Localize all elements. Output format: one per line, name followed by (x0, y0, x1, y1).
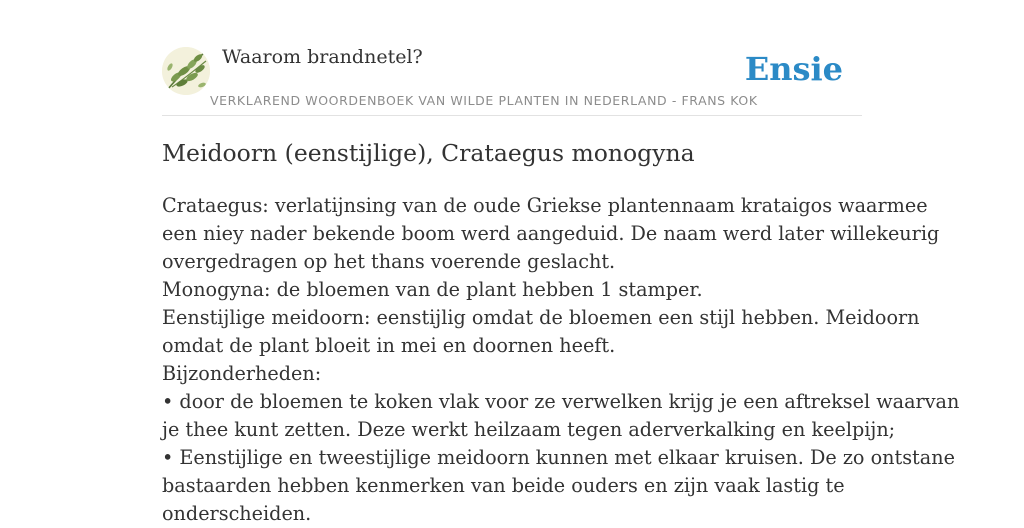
body-line: overgedragen op het thans voerende geslacht. (162, 250, 616, 273)
body-line: een niey nader bekende boom werd aangeduid. De naam werd later willekeurig (162, 222, 940, 245)
body-line: Monogyna: de bloemen van de plant hebben 1 stamper. (162, 278, 703, 301)
body-line: • door de bloemen te koken vlak voor ze verwelken krijg je een aftreksel waarvan (162, 390, 960, 413)
source-subtitle[interactable]: VERKLAREND WOORDENBOEK VAN WILDE PLANTEN IN NEDERLAND - FRANS KOK (210, 93, 758, 108)
body-line: onderscheiden. (162, 502, 312, 525)
header (162, 0, 862, 116)
body-line: bastaarden hebben kenmerken van beide ouders en zijn vaak lastig te (162, 474, 845, 497)
avatar[interactable] (162, 47, 210, 95)
body-line: omdat de plant bloeit in mei en doornen heeft. (162, 334, 616, 357)
divider (162, 115, 862, 116)
body-line: Eenstijlige meidoorn: eenstijlig omdat de bloemen een stijl hebben. Meidoorn (162, 306, 920, 329)
brand-logo[interactable]: Ensie (744, 50, 843, 88)
nettle-leaf-icon (162, 47, 210, 95)
body-line: Crataegus: verlatijnsing van de oude Griekse plantennaam krataigos waarmee (162, 194, 928, 217)
body-line: Bijzonderheden: (162, 362, 322, 385)
page-title[interactable]: Waarom brandnetel? (222, 46, 423, 68)
entry-body (162, 192, 960, 528)
body-line: • Eenstijlige en tweestijlige meidoorn kunnen met elkaar kruisen. De zo ontstane (162, 446, 955, 469)
body-line: je thee kunt zetten. Deze werkt heilzaam tegen aderverkalking en keelpijn; (162, 418, 896, 441)
entry-title: Meidoorn (eenstijlige), Crataegus monogyna (162, 139, 695, 167)
